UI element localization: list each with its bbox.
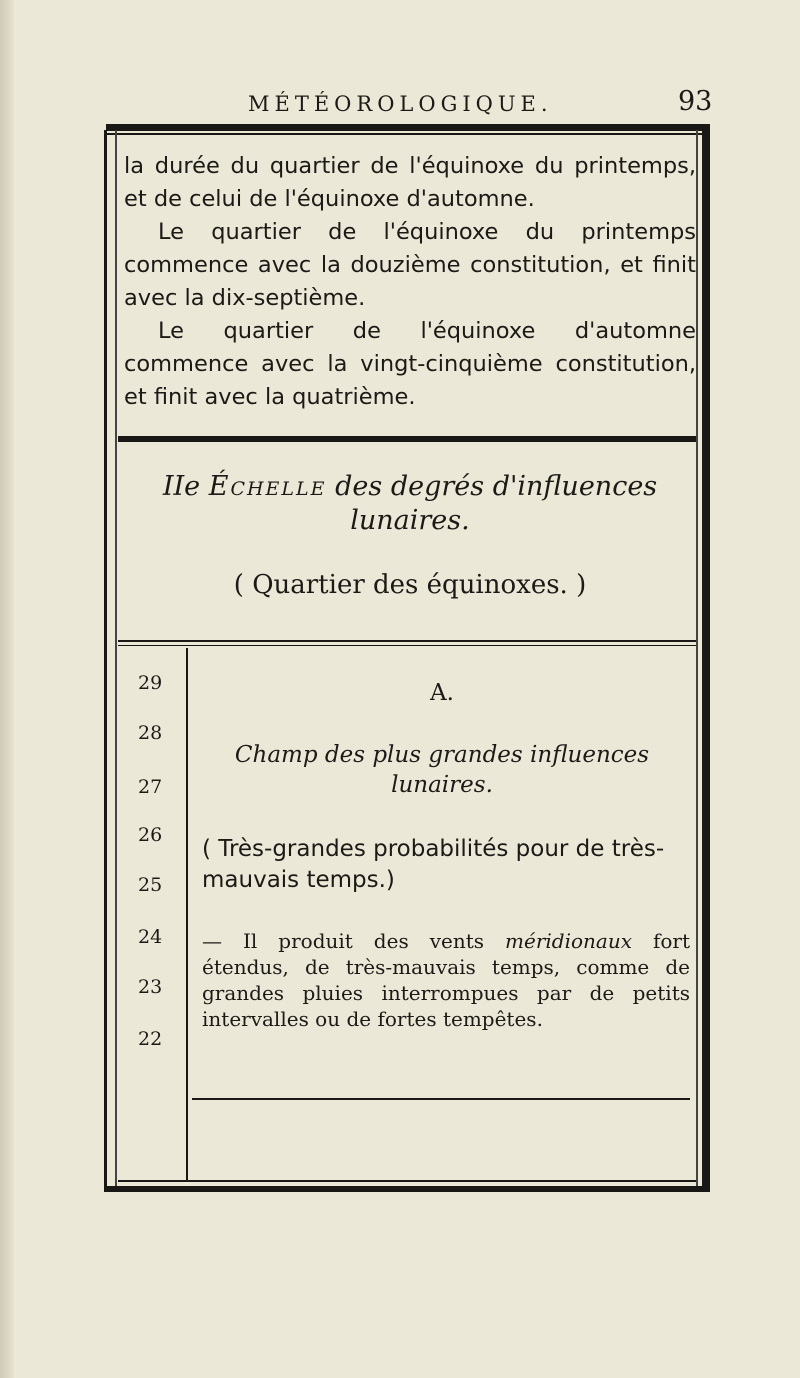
description-italic: méridionaux <box>505 929 632 953</box>
description-lead: — Il <box>202 929 258 953</box>
heading-numeral: IIe <box>162 471 201 502</box>
scale-value: 25 <box>138 874 163 896</box>
description-text: produit des vents <box>278 929 485 953</box>
table-subtitle: ( Quartier des équinoxes. ) <box>233 570 587 600</box>
frame-right-inner <box>696 130 698 1192</box>
cell-rule <box>192 1098 690 1100</box>
scale-value: 22 <box>138 1028 163 1050</box>
frame-right-outer <box>702 130 710 1192</box>
section-letter: A. <box>430 680 454 706</box>
scale-value: 24 <box>138 926 163 948</box>
column-divider <box>186 648 188 1180</box>
section-separator <box>118 436 696 442</box>
page-spine-shadow <box>0 0 14 1378</box>
intro-text <box>124 150 696 414</box>
bottom-rule-thin <box>118 1180 696 1182</box>
field-title: Champ des plus grandes influences lunaires. <box>234 742 650 798</box>
bottom-rule <box>104 1186 708 1192</box>
scale-value: 27 <box>138 776 163 798</box>
probability-note <box>202 834 690 896</box>
heading-word: Échelle <box>208 471 327 502</box>
scale-value: 28 <box>138 722 163 744</box>
scale-value: 26 <box>138 824 163 846</box>
running-title: MÉTÉOROLOGIQUE. <box>248 92 553 116</box>
scale-value: 23 <box>138 976 163 998</box>
scale-value: 29 <box>138 672 163 694</box>
frame-left-outer <box>104 130 107 1192</box>
heading-rule <box>118 640 696 642</box>
table-heading <box>124 470 696 538</box>
heading-rule-thin <box>118 645 696 646</box>
intro-paragraph: Le quartier de l'équinoxe d'automne commence avec la vingt-cinquième constitution, et finit avec la quatrième. <box>124 318 696 410</box>
heading-rest: des degrés d'influences lunaires. <box>335 471 658 536</box>
page-number: 93 <box>678 86 713 117</box>
intro-paragraph: Le quartier de l'équinoxe du printemps commence avec la douzième constitution, et finit avec la dix-septième. <box>124 219 696 311</box>
description-text: fort étendus, de très-mauvais temps, comme de grandes pluies interrompues par de petits intervalles ou de fortes tempêtes. <box>202 929 691 1031</box>
intro-paragraph: la durée du quartier de l'équinoxe du printemps, et de celui de l'équinoxe d'automne. <box>124 153 696 212</box>
section-description <box>202 928 690 1032</box>
probability-text: ( Très-grandes probabilités pour de très-mauvais temps.) <box>202 836 665 893</box>
frame-left-inner <box>115 130 117 1192</box>
